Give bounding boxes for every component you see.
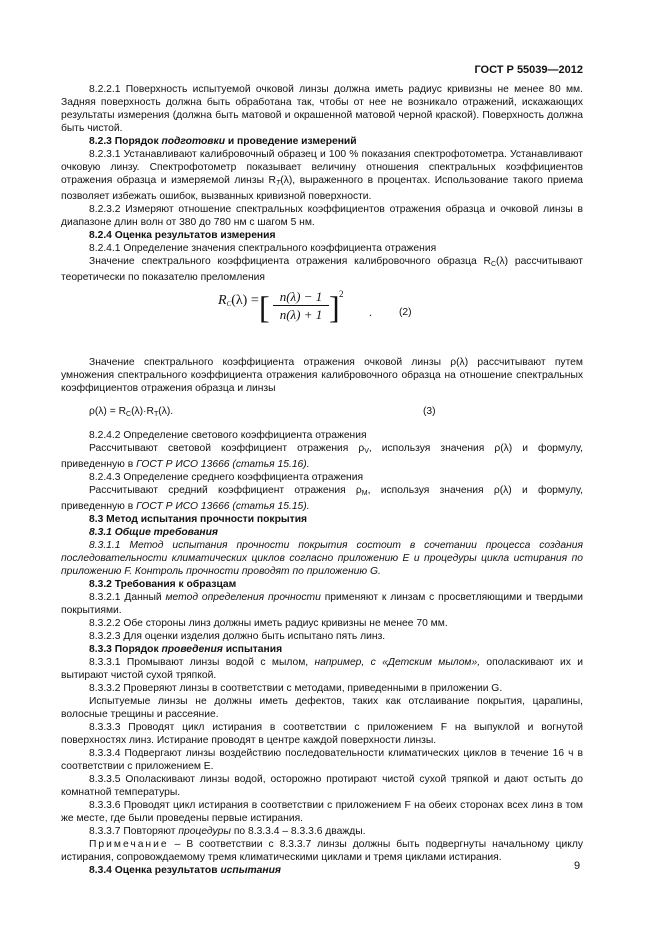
heading-part-italic: испытания <box>220 865 281 876</box>
subscript: C <box>490 261 497 268</box>
heading-part: 8.2.3 Порядок <box>89 136 162 147</box>
para-8-2-4-1-b <box>61 255 583 284</box>
subscript: T <box>153 411 159 418</box>
heading-part-italic: проведения <box>161 644 223 655</box>
formula-3-expr <box>89 405 173 421</box>
formula-3 <box>61 401 583 423</box>
heading-8-3-2: 8.3.2 Требования к образцам <box>89 579 237 590</box>
formula-2-lhs <box>218 294 259 311</box>
page-number: 9 <box>574 860 581 872</box>
text-part-italic: например, с «Детским мылом», <box>314 657 481 668</box>
text-part: по 8.3.3.4 – 8.3.3.6 дважды. <box>230 826 366 837</box>
para-8-3-3-7 <box>61 825 583 838</box>
para-8-3-2-3: 8.3.2.3 Для оценки изделия должно быть испытано пять линз. <box>89 631 386 642</box>
heading-8-3: 8.3 Метод испытания прочности покрытия <box>89 514 308 525</box>
subscript: V <box>364 448 369 455</box>
para-8-2-4-2: 8.2.4.2 Определение светового коэффициента отражения <box>89 430 367 441</box>
para-8-3-3-6: 8.3.3.6 Проводят цикл истирания в соответствии с приложением F на обеих сторонах всех линз в том же месте, где были проведены первые истирания. <box>61 800 583 824</box>
para-8-2-4-2-b <box>61 442 583 471</box>
subscript: T <box>275 180 281 187</box>
exponent: 2 <box>339 289 344 299</box>
note <box>61 838 583 864</box>
formula-number: (3) <box>423 406 436 417</box>
text-part: , используя значения ρ(λ) и формулу, приведенную в <box>61 485 583 512</box>
reference: ГОСТ Р ИСО 13666 (статья 15.16). <box>136 459 310 470</box>
para-8-3-3-3: 8.3.3.3 Проводят цикл истирания в соответствии с приложением F на выпуклой и вогнутой поверхностях линз. Истирание проводят в центре каждой поверхности линзы. <box>61 722 583 746</box>
para-after-formula-2: Значение спектрального коэффициента отражения очковой линзы ρ(λ) рассчитывают путем умножения спектрального коэффициента отражения калибровочного образца на отношение спектральных коэффициентов отражения образца и линзы <box>61 357 583 394</box>
heading-8-3-1: 8.3.1 Общие требования <box>89 527 218 538</box>
formula-part: ρ(λ) = R <box>89 406 127 417</box>
formula-symbol: R <box>218 293 227 308</box>
text-part: 8.3.3.7 Повторяют <box>89 826 179 837</box>
subscript: C <box>126 411 132 418</box>
para-8-3-3-2: 8.3.3.2 Проверяют линзы в соответствии с методами, приведенными в приложении G. <box>89 683 503 694</box>
formula-part: (λ)·R <box>131 406 154 417</box>
text-part: Рассчитывают средний коэффициент отражения ρ <box>89 485 362 496</box>
text-part: 8.3.3.1 Промывают линзы водой с мылом, <box>89 657 315 668</box>
formula-arg: (λ) = <box>231 293 259 308</box>
text-part: 8.3.2.1 Данный <box>89 592 166 603</box>
para-8-3-3-1 <box>61 656 583 682</box>
text-part: применяют к линзам с просветляющими и твердыми покрытиями. <box>61 592 583 616</box>
heading-part: 8.3.4 Оценка результатов <box>89 865 221 876</box>
heading-8-2-3 <box>61 135 583 148</box>
formula-number: (2) <box>399 307 412 318</box>
para-8-3-3-2-b: Испытуемые линзы не должны иметь дефектов, таких как отслаивание покрытия, царапины, волосные трещины и рассеяние. <box>61 696 583 720</box>
para-8-3-3-5: 8.3.3.5 Ополаскивают линзы водой, осторожно протирают чистой сухой тряпкой и дают остыть до комнатной температуры. <box>61 774 583 798</box>
para-8-3-2-2: 8.3.2.2 Обе стороны линз должны иметь радиус кривизны не менее 70 мм. <box>89 618 448 629</box>
para-8-2-3-2: 8.2.3.2 Измеряют отношение спектральных коэффициентов отражения образца и очковой линзы в диапазоне длин волн от 380 до 780 нм с шагом 5 нм. <box>61 204 583 228</box>
text-part: (λ), выраженного в процентах. Использование такого приема позволяет избежать ошибок, вызванных кривизной поверхности. <box>61 175 583 202</box>
fraction <box>273 290 329 321</box>
document-code: ГОСТ Р 55039—2012 <box>474 64 583 76</box>
text-part: Рассчитывают световой коэффициент отражения ρ <box>89 443 365 454</box>
subscript: M <box>361 490 368 497</box>
formula-trail: . <box>369 305 372 319</box>
heading-8-2-4: 8.2.4 Оценка результатов измерения <box>89 230 276 241</box>
formula-2 <box>61 288 583 348</box>
heading-8-3-4 <box>61 864 583 877</box>
heading-8-3-3 <box>61 643 583 656</box>
para-8-2-3-1 <box>61 148 583 203</box>
heading-part: 8.3.3 Порядок <box>89 644 162 655</box>
para-8-3-2-1 <box>61 591 583 617</box>
right-bracket: ] <box>329 289 340 325</box>
note-label: Примечание <box>89 839 169 850</box>
formula-part: (λ). <box>158 406 174 417</box>
denominator: n(λ) + 1 <box>279 307 323 322</box>
para-8-3-3-4: 8.3.3.4 Подвергают линзы воздействию последовательности климатических циклов в течение 16 ч в соответствии с приложением E. <box>61 748 583 772</box>
para-8-2-4-1: 8.2.4.1 Определение значения спектрального коэффициента отражения <box>89 243 437 254</box>
left-bracket: [ <box>259 289 270 325</box>
text-part: (λ) рассчитывают теоретически по показателю преломления <box>61 256 584 283</box>
subscript: C <box>226 300 232 308</box>
heading-part: испытания <box>222 644 283 655</box>
heading-part: и проведение измерений <box>224 136 357 147</box>
numerator: n(λ) − 1 <box>273 290 329 306</box>
heading-part-italic: подготовки <box>161 136 225 147</box>
text-part-italic: процедуры <box>178 826 231 837</box>
document-body <box>61 83 583 877</box>
reference: ГОСТ Р ИСО 13666 (статья 15.15). <box>136 501 310 512</box>
para-8-2-4-3-b <box>61 484 583 513</box>
note-text: – В соответствии с 8.3.3.7 линзы должны быть подвергнуты начальному циклу истирания, сопровождаемому тремя климатическими циклами и тремя циклами истирания. <box>61 839 583 863</box>
text-part-italic: метод определения прочности <box>165 592 321 603</box>
text-part: Значение спектрального коэффициента отражения калибровочного образца R <box>89 256 491 267</box>
para-8-2-4-3: 8.2.4.3 Определение среднего коэффициента отражения <box>89 472 364 483</box>
text-part: , используя значения ρ(λ) и формулу, приведенную в <box>61 443 584 470</box>
text-part: ополаскивают их и вытирают чистой сухой тряпкой. <box>61 657 583 681</box>
text-part: 8.2.3.1 Устанавливают калибровочный образец и 100 % показания спектрофотометра. Устанавливают очковую линзу. Спектрофотометр показывает величину отношения спектральных коэффициентов отражения образца и измеряемой линзы R <box>61 149 583 186</box>
para-8-2-2-1: 8.2.2.1 Поверхность испытуемой очковой линзы должна иметь радиус кривизны не менее 80 мм. Задняя поверхность должна быть обработана так, чтобы от нее не возникало отражений, искажающих результаты измерения (должна быть матовой и окрашенной матовой черной краской). Поверхность должна быть чистой. <box>61 84 583 134</box>
para-8-3-1-1: 8.3.1.1 Метод испытания прочности покрытия состоит в сочетании процесса создания последовательности климатических циклов согласно приложению E и процедуры цикла истирания по приложению F. Контроль прочности проводят по приложению G. <box>61 540 583 577</box>
